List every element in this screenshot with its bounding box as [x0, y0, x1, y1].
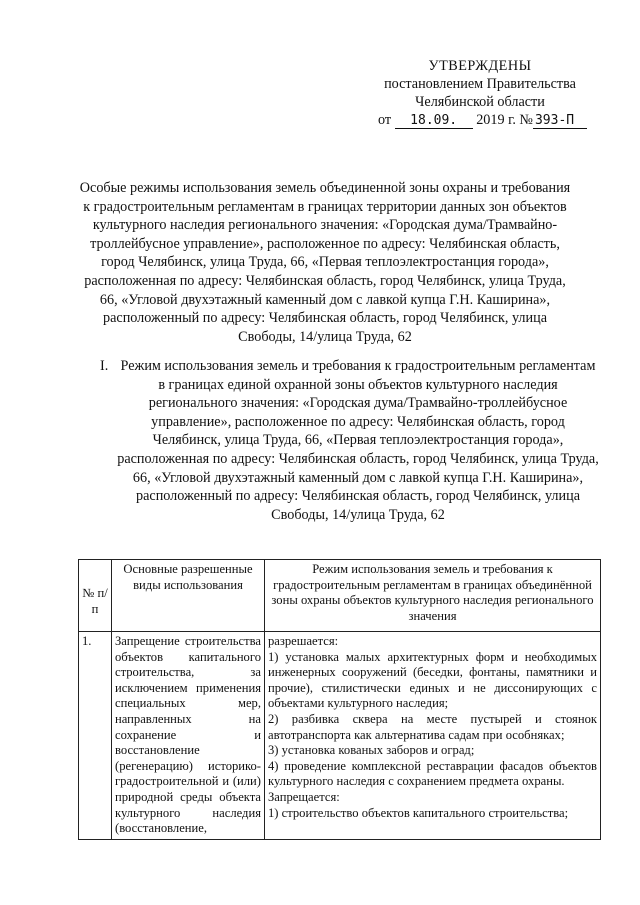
approval-year: 2019 г. № [476, 112, 533, 128]
approval-line-1: постановлением Правительства [384, 76, 576, 92]
document-title: Особые режимы использования земель объединенной зоны охраны и требования к градостроительным регламентам в границах территории данных зон объектов культурного наследия регионального значения: «Городская дума/Трамвайно-троллейбусное управление», расположенное по адресу: Челябинская область, город Челябинск, улица Труда, 66, «Первая теплоэлектростанция города», расположенная по адресу: Челябинская область, город Челябинск, улица Труда, 66, «Угловой двухэтажный каменный дом с лавкой купца Г.Н. Каширина», расположенный по адресу: Челябинская область, город Челябинск, улица Свободы, 14/улица Труда, 62 [79, 180, 571, 345]
section-number: I. [100, 358, 109, 374]
approval-stamp [360, 57, 600, 129]
header-types: Основные разрешенные виды использования [112, 560, 265, 632]
regime-line: 1) строительство объектов капитального строительства; [268, 805, 569, 820]
regime-table [78, 559, 601, 840]
table-row [79, 632, 601, 840]
regime-line: 2) разбивка сквера на месте пустырей и стоянок автотранспорта как альтернатива садам при особняках; [268, 711, 597, 742]
approval-date: 18.09. [395, 113, 473, 129]
section-heading [100, 357, 600, 524]
regime-line: 3) установка кованых заборов и оград; [268, 743, 475, 758]
regime-line: Запрещается: [268, 789, 340, 804]
regime-line: разрешается: [268, 634, 339, 648]
row-num: 1. [79, 632, 112, 840]
table-header-row [79, 560, 601, 632]
approval-prefix: от [378, 112, 392, 128]
header-num: № п/п [79, 560, 112, 632]
row-regime [268, 634, 597, 821]
regime-line: 4) проведение комплексной реставрации фасадов объектов культурного наследия с сохранением предмета охраны. [268, 758, 597, 789]
approval-line-2: Челябинской области [415, 94, 545, 110]
approval-heading: УТВЕРЖДЕНЫ [428, 58, 532, 74]
approval-date-line [360, 111, 600, 129]
row-types: Запрещение строительства объектов капитального строительства, за исключением применения специальных мер, направленных на сохранение и восстановление (регенерацию) историко-градостроительной и (или) природной среды объекта культурного наследия (восстановление, [115, 634, 261, 836]
regime-line: 1) установка малых архитектурных форм и необходимых инженерных сооружений (беседки, фонтаны, памятники и прочие), стилистически единых и не диссонирующих с объектами культурного наследия; [268, 649, 597, 711]
approval-number: 393-П [533, 113, 587, 129]
section-text: Режим использования земель и требования к градостроительным регламентам в границах единой охранной зоны объектов культурного наследия регионального значения: «Городская дума/Трамвайно-троллейбусное управление», расположенное по адресу: Челябинская область, город Челябинск, улица Труда, 66, «Первая теплоэлектростанция города», расположенная по адресу: Челябинская область, город Челябинск, улица Труда, 66, «Угловой двухэтажный каменный дом с лавкой купца Г.Н. Каширина», расположенный по адресу: Челябинская область, город Челябинск, улица Свободы, 14/улица Труда, 62 [117, 358, 599, 523]
header-regime: Режим использования земель и требования к градостроительным регламентам в границах объединённой зоны охраны объектов культурного наследия регионального значения [265, 560, 601, 632]
